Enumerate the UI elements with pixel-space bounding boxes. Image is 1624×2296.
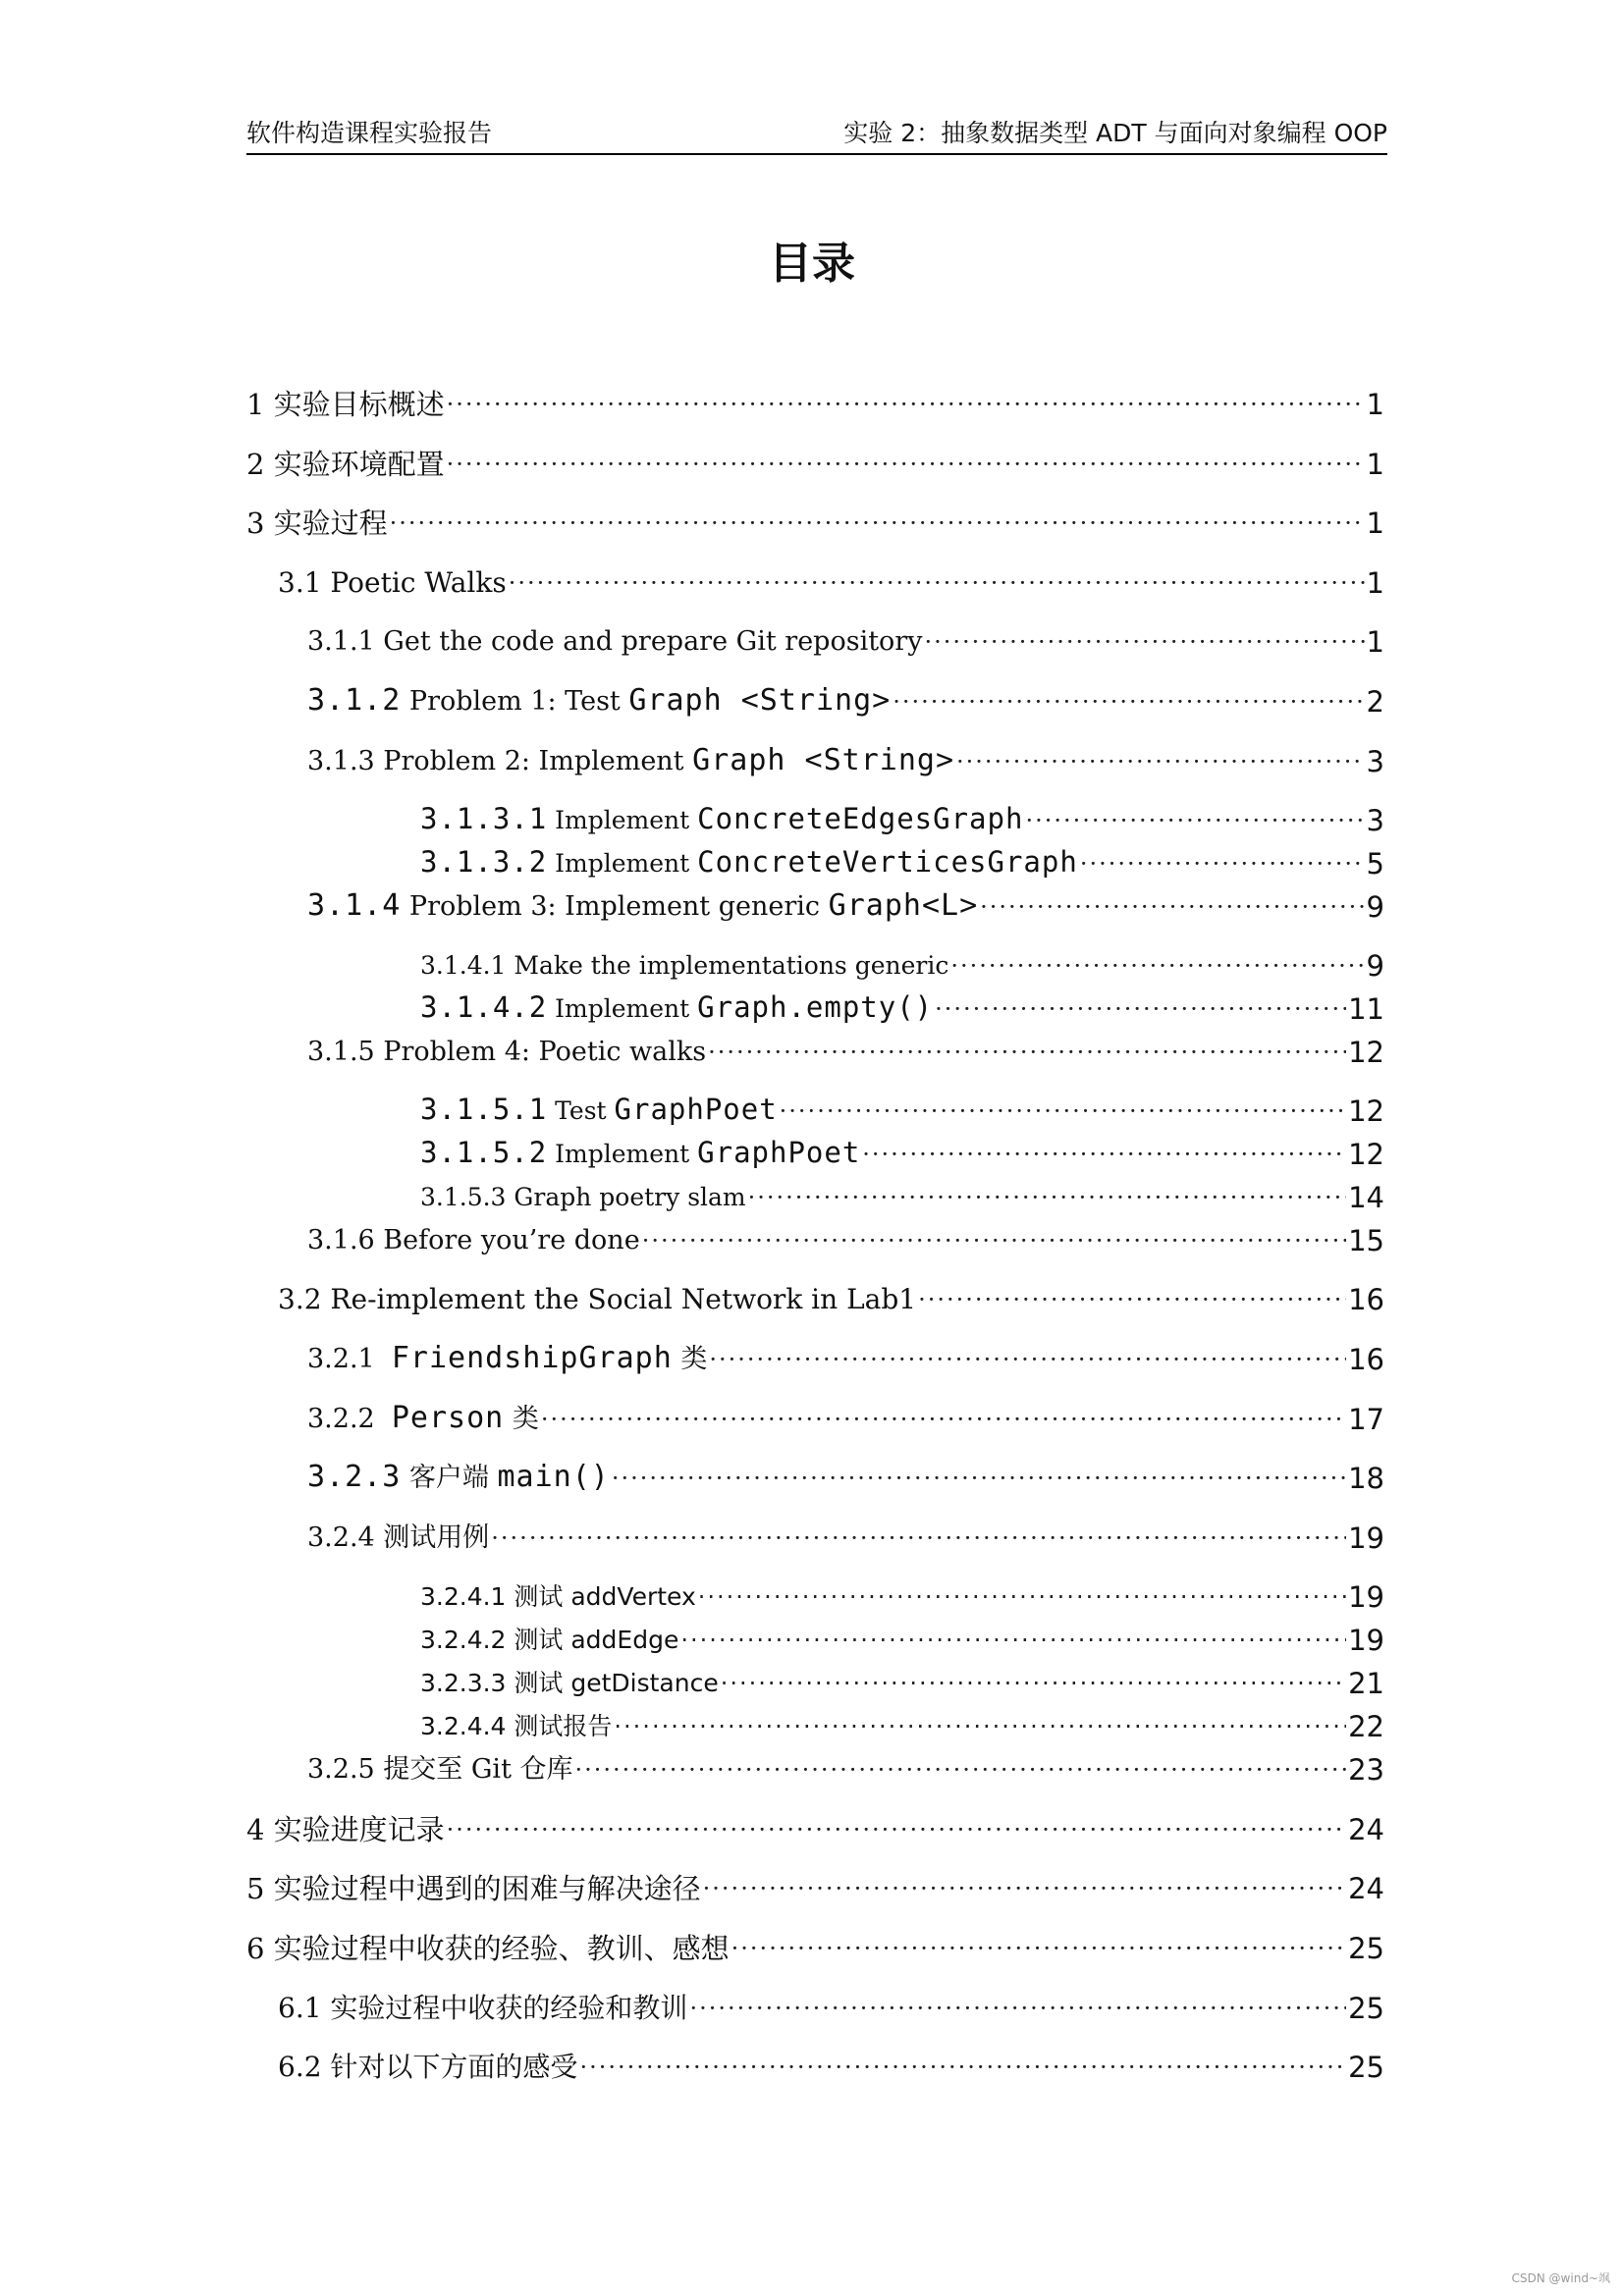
toc-leader	[935, 989, 1346, 1029]
toc-entry-label	[420, 988, 933, 1029]
toc-entry-page: 1	[1366, 507, 1384, 540]
toc-entry-label: 2 实验环境配置	[246, 448, 445, 481]
toc-entry-number: 3.1.4.2	[420, 990, 548, 1024]
toc-entry-page: 1	[1366, 625, 1384, 659]
toc-entry-label	[420, 1133, 860, 1174]
toc-leader	[447, 385, 1365, 424]
toc-entry-number: 3.1.5.1	[420, 1093, 548, 1126]
toc-entry[interactable]	[307, 1029, 1384, 1072]
toc-leader	[612, 1459, 1346, 1498]
toc-entry[interactable]	[420, 986, 1384, 1029]
toc-entry-number: 3.1.3.1	[420, 802, 548, 835]
toc-entry-page: 12	[1348, 1095, 1384, 1128]
toc-entry[interactable]	[307, 1217, 1384, 1260]
toc-entry[interactable]	[307, 1455, 1384, 1498]
toc-entry-label: 3.2.3.3 测试 getDistance	[420, 1669, 719, 1697]
toc-entry-label	[307, 886, 978, 927]
toc-entry-code: Person	[391, 1401, 505, 1435]
toc-entry-code: Graph <String>	[692, 743, 955, 777]
toc-entry-code: GraphPoet	[697, 1136, 861, 1169]
toc-leader	[575, 1750, 1347, 1789]
toc-entry-text: Problem 3: Implement generic	[408, 891, 821, 922]
toc-entry-label	[420, 1090, 778, 1131]
toc-leader	[447, 445, 1365, 484]
toc-entry[interactable]	[246, 1806, 1384, 1849]
toc-entry[interactable]	[307, 1396, 1384, 1439]
toc-entry-code: ConcreteVerticesGraph	[697, 845, 1078, 879]
toc-entry-label	[420, 799, 1023, 840]
toc-entry[interactable]	[420, 1660, 1384, 1703]
toc-entry-label: 1 实验目标概述	[246, 388, 445, 421]
toc-leader	[447, 1810, 1346, 1849]
toc-entry[interactable]	[420, 1617, 1384, 1660]
toc-entry-text: Implement	[555, 849, 690, 878]
toc-entry-number: 3.2.2	[307, 1404, 375, 1434]
toc-leader	[956, 742, 1365, 781]
toc-entry-page: 1	[1366, 448, 1384, 481]
toc-entry-page: 21	[1348, 1667, 1384, 1700]
toc-entry-page: 1	[1366, 388, 1384, 421]
toc-entry-page: 9	[1366, 949, 1384, 983]
header-course-title: 软件构造课程实验报告	[246, 119, 493, 147]
toc-entry[interactable]	[278, 1276, 1384, 1319]
toc-entry[interactable]	[246, 1865, 1384, 1908]
toc-leader	[980, 887, 1364, 927]
toc-entry-label: 6.2 针对以下方面的感受	[278, 2051, 578, 2083]
toc-entry-page: 25	[1348, 2051, 1384, 2084]
toc-leader	[541, 1400, 1346, 1439]
toc-entry[interactable]	[420, 1174, 1384, 1217]
toc-entry[interactable]	[420, 797, 1384, 840]
toc-entry[interactable]	[307, 678, 1384, 721]
toc-entry-label: 3.1 Poetic Walks	[278, 566, 507, 599]
toc-entry[interactable]	[246, 1925, 1384, 1968]
toc-entry-page: 25	[1348, 1992, 1384, 2025]
toc-entry-page: 11	[1348, 992, 1384, 1026]
toc-entry-page: 14	[1348, 1181, 1384, 1214]
toc-leader	[780, 1092, 1346, 1131]
toc-entry[interactable]	[246, 381, 1384, 424]
toc-entry-page: 22	[1348, 1710, 1384, 1743]
toc-leader	[721, 1664, 1346, 1703]
toc-entry-page: 17	[1348, 1403, 1384, 1436]
watermark: CSDN @wind~飒	[1511, 2271, 1610, 2285]
toc-entry-page: 16	[1348, 1343, 1384, 1376]
toc-entry-page: 19	[1348, 1624, 1384, 1657]
toc-leader	[680, 1621, 1346, 1660]
toc-leader	[390, 504, 1365, 543]
toc-entry-label: 3.1.5.3 Graph poetry slam	[420, 1183, 746, 1211]
toc-entry[interactable]	[307, 618, 1384, 662]
toc-entry-label: 6 实验过程中收获的经验、教训、感想	[246, 1932, 730, 1965]
toc-leader	[950, 946, 1364, 986]
toc-entry-code: Graph.empty()	[697, 990, 934, 1024]
toc-entry[interactable]	[307, 738, 1384, 781]
toc-entry-label: 3.1.5 Problem 4: Poetic walks	[307, 1037, 707, 1067]
toc-leader	[924, 622, 1364, 662]
toc-entry[interactable]	[420, 1131, 1384, 1174]
toc-entry-text: Test	[555, 1096, 607, 1125]
toc-entry-code: main()	[497, 1460, 610, 1494]
toc-entry-number: 3.2.1	[307, 1344, 375, 1374]
toc-entry-label: 3 实验过程	[246, 507, 388, 540]
toc-entry[interactable]	[420, 1574, 1384, 1617]
toc-entry[interactable]	[278, 2044, 1384, 2087]
toc-entry-page: 12	[1348, 1138, 1384, 1171]
toc-entry-page: 18	[1348, 1462, 1384, 1495]
toc-entry-page: 24	[1348, 1813, 1384, 1846]
toc-entry-text: Implement	[555, 1140, 690, 1168]
toc-leader	[698, 1577, 1346, 1617]
toc-entry-page: 5	[1366, 847, 1384, 881]
toc-entry-text: Implement	[555, 806, 690, 834]
toc-entry-number: 3.2.3	[307, 1460, 402, 1494]
toc-entry-text: 类	[680, 1344, 708, 1374]
toc-leader	[918, 1280, 1346, 1319]
toc-entry-page: 2	[1366, 685, 1384, 719]
toc-leader	[709, 1340, 1346, 1379]
toc-entry-label	[420, 842, 1078, 883]
toc-entry-label	[307, 1339, 707, 1379]
toc-leader	[748, 1178, 1346, 1217]
toc-leader	[491, 1519, 1346, 1558]
toc-entry[interactable]	[307, 1515, 1384, 1558]
toc-leader	[509, 563, 1365, 603]
toc-leader	[708, 1033, 1346, 1072]
toc-entry-label: 3.2.4.1 测试 addVertex	[420, 1582, 696, 1611]
toc-leader	[703, 1869, 1346, 1908]
toc-entry-page: 24	[1348, 1872, 1384, 1905]
toc-entry[interactable]	[307, 883, 1384, 927]
toc-leader	[614, 1707, 1346, 1746]
toc-entry-code: Graph <String>	[628, 683, 892, 718]
toc-entry-label	[307, 1399, 539, 1439]
toc-entry-text: 客户端	[408, 1463, 489, 1493]
toc-entry-label: 3.2.4 测试用例	[307, 1522, 490, 1553]
toc-leader	[1080, 844, 1365, 883]
toc-entry-number: 3.1.5.2	[420, 1136, 548, 1169]
toc-entry[interactable]	[420, 840, 1384, 883]
toc-entry-label: 6.1 实验过程中收获的经验和教训	[278, 1992, 688, 2024]
toc-entry-label: 3.2 Re-implement the Social Network in Lab1	[278, 1283, 917, 1315]
toc-entry-page: 3	[1366, 804, 1384, 837]
toc-entry-text: Implement	[555, 994, 690, 1023]
toc-entry-page: 19	[1348, 1522, 1384, 1555]
toc-entry[interactable]	[278, 1985, 1384, 2028]
toc-entry[interactable]	[420, 1088, 1384, 1131]
toc-entry[interactable]	[246, 441, 1384, 484]
toc-entry-page: 9	[1366, 890, 1384, 924]
page-header	[246, 116, 1387, 155]
toc-entry-page: 1	[1366, 566, 1384, 600]
toc-entry-label	[307, 741, 954, 781]
toc-entry[interactable]	[246, 500, 1384, 543]
toc-entry-label	[307, 681, 891, 721]
toc-entry-label: 3.2.4.4 测试报告	[420, 1712, 613, 1740]
toc-leader	[893, 682, 1364, 721]
toc-entry-page: 16	[1348, 1283, 1384, 1316]
toc-entry-code: Graph<L>	[828, 888, 979, 923]
toc-entry-page: 19	[1348, 1580, 1384, 1614]
toc-entry-code: FriendshipGraph	[391, 1341, 673, 1375]
toc-entry-label: 3.2.4.2 测试 addEdge	[420, 1626, 679, 1654]
toc-entry[interactable]	[307, 1746, 1384, 1789]
toc-entry-label: 3.1.6 Before you’re done	[307, 1225, 640, 1255]
toc-entry[interactable]	[420, 942, 1384, 986]
toc-leader	[642, 1221, 1346, 1260]
toc-entry-text: 类	[512, 1404, 539, 1434]
toc-entry-label	[307, 1458, 610, 1498]
toc-leader	[1025, 801, 1364, 840]
toc-entry[interactable]	[420, 1703, 1384, 1746]
toc-leader	[862, 1135, 1346, 1174]
toc-entry-page: 12	[1348, 1036, 1384, 1069]
toc-title: 目录	[769, 239, 855, 289]
toc-leader	[731, 1929, 1346, 1968]
toc-leader	[689, 1989, 1346, 2028]
header-lab-title: 实验 2：抽象数据类型 ADT 与面向对象编程 OOP	[843, 119, 1387, 147]
toc-entry-code: ConcreteEdgesGraph	[697, 802, 1024, 835]
toc-leader	[579, 2048, 1346, 2087]
toc-entry[interactable]	[278, 560, 1384, 603]
toc-entry-text: Problem 1: Test	[408, 686, 621, 717]
toc-entry-number: 3.1.2	[307, 683, 402, 718]
toc-entry-label: 3.1.4.1 Make the implementations generic	[420, 951, 949, 980]
toc-entry-text: 3.1.3 Problem 2: Implement	[307, 746, 684, 776]
toc-entry-page: 15	[1348, 1224, 1384, 1257]
toc-entry-label: 4 实验进度记录	[246, 1813, 445, 1846]
toc-entry-label: 3.2.5 提交至 Git 仓库	[307, 1754, 573, 1785]
toc-entry-page: 25	[1348, 1932, 1384, 1965]
toc-entry[interactable]	[307, 1336, 1384, 1379]
toc-entry-code: GraphPoet	[614, 1093, 778, 1126]
toc-entry-label: 5 实验过程中遇到的困难与解决途径	[246, 1872, 701, 1905]
toc-entry-number: 3.1.3.2	[420, 845, 548, 879]
toc-entry-number: 3.1.4	[307, 888, 402, 923]
toc-entry-label: 3.1.1 Get the code and prepare Git repository	[307, 626, 923, 657]
toc-entry-page: 3	[1366, 745, 1384, 778]
toc-entry-page: 23	[1348, 1753, 1384, 1787]
